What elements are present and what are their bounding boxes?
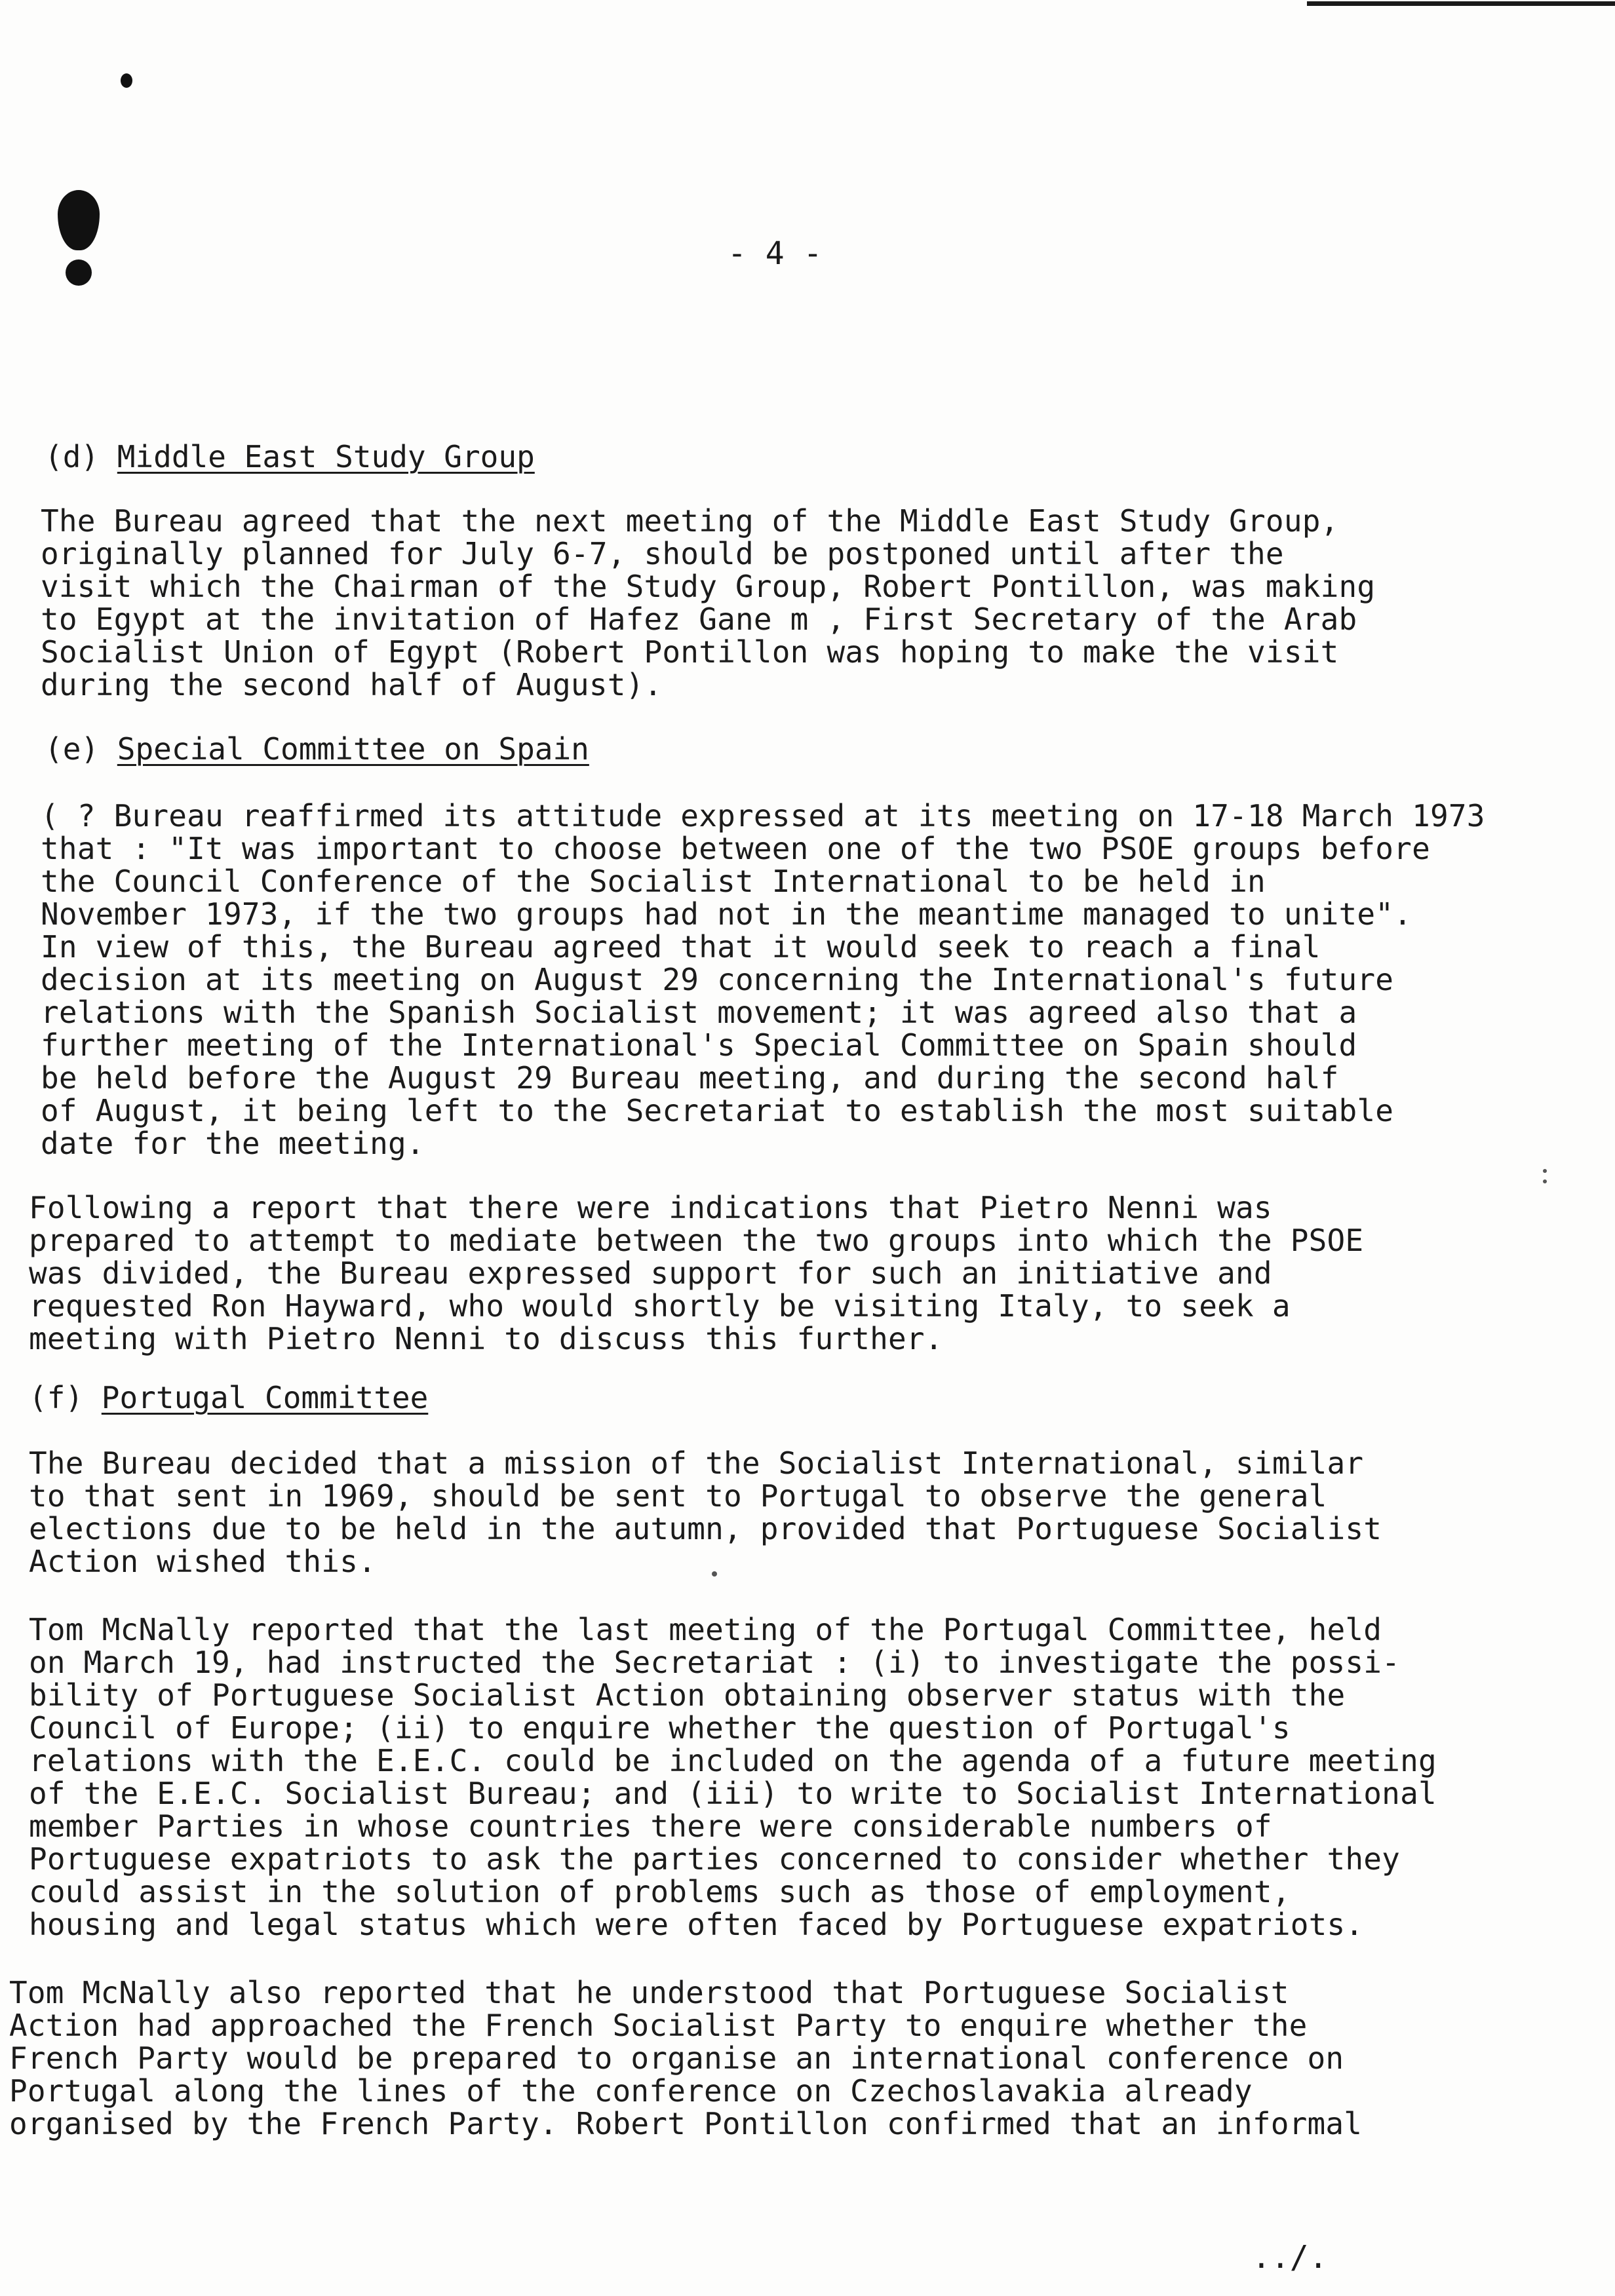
section-heading-e (45, 733, 589, 765)
section-title: Portugal Committee (101, 1380, 429, 1415)
punch-hole-mark (58, 190, 100, 250)
section-title: Special Committee on Spain (117, 731, 589, 767)
scan-speck (1543, 1169, 1547, 1173)
scan-speck (712, 1571, 717, 1577)
paragraph: Tom McNally also reported that he understood that Portuguese Socialist Action had approached the French Socialist Party to enquire whether the French Party would be prepared to organise an international conference on Portugal along the lines of the conference on Czechoslavakia already organised by the French Party. Robert Pontillon confirmed that an informal (9, 1975, 1363, 2141)
paragraph: ( ? Bureau reaffirmed its attitude expressed at its meeting on 17-18 March 1973 that : "It was important to choose between one of the two PSOE groups before the Council Conference of the Socialist International to be held in November 1973, if the two groups had not in the meantime managed to unite". In view of this, the Bureau agreed that it would seek to reach a final decision at its meeting on August 29 concerning the International's future relations with the Spanish Socialist movement; it was agreed also that a further meeting of the International's Special Committee on Spain should be held before the August 29 Bureau meeting, and during the second half of August, it being left to the Secretariat to establish the most suitable date for the meeting. (41, 798, 1485, 1161)
continuation-marker: ../. (1252, 2239, 1328, 2276)
section-heading-d (45, 440, 535, 473)
scan-speck (1543, 1179, 1547, 1183)
section-marker: (d) (45, 439, 100, 474)
section-heading-f (29, 1381, 428, 1414)
section-marker: (e) (45, 731, 100, 767)
paragraph: Tom McNally reported that the last meeting of the Portugal Committee, held on March 19, had instructed the Secretariat : (i) to investigate the possi- bility of Portuguese Socialist Action obtaining observer status with the Council of Europe; (ii) to enquire whether the question of Portugal's relations with the E.E.C. could be included on the agenda of a future meeting of the E.E.C. Socialist Bureau; and (iii) to write to Socialist International member Parties in whose countries there were considerable numbers of Portuguese expatriots to ask the parties concerned to consider whether they could assist in the solution of problems such as those of employment, housing and legal status which were often faced by Portuguese expatriots. (29, 1612, 1437, 1942)
paragraph: Following a report that there were indications that Pietro Nenni was prepared to attempt to mediate between the two groups into which the PSOE was divided, the Bureau expressed support for such an initiative and requested Ron Hayward, who would shortly be visiting Italy, to seek a meeting with Pietro Nenni to discuss this further. (29, 1190, 1364, 1356)
punch-hole-mark (121, 73, 132, 88)
paragraph: The Bureau decided that a mission of the Socialist International, similar to that sent in 1969, should be sent to Portugal to observe the general elections due to be held in the autumn, provided that Portuguese Socialist Action wished this. (29, 1445, 1382, 1579)
section-title: Middle East Study Group (117, 439, 535, 474)
section-marker: (f) (29, 1380, 84, 1415)
punch-hole-mark (66, 259, 92, 286)
paragraph: The Bureau agreed that the next meeting of the Middle East Study Group, originally planned for July 6-7, should be postponed until after the visit which the Chairman of the Study Group, Robert Pontillon, was making to Egypt at the invitation of Hafez Gane m , First Secretary of the Arab Socialist Union of Egypt (Robert Pontillon was hoping to make the visit during the second half of August). (41, 503, 1376, 702)
page-number: - 4 - (728, 235, 823, 272)
scan-edge-rule (1307, 1, 1615, 6)
